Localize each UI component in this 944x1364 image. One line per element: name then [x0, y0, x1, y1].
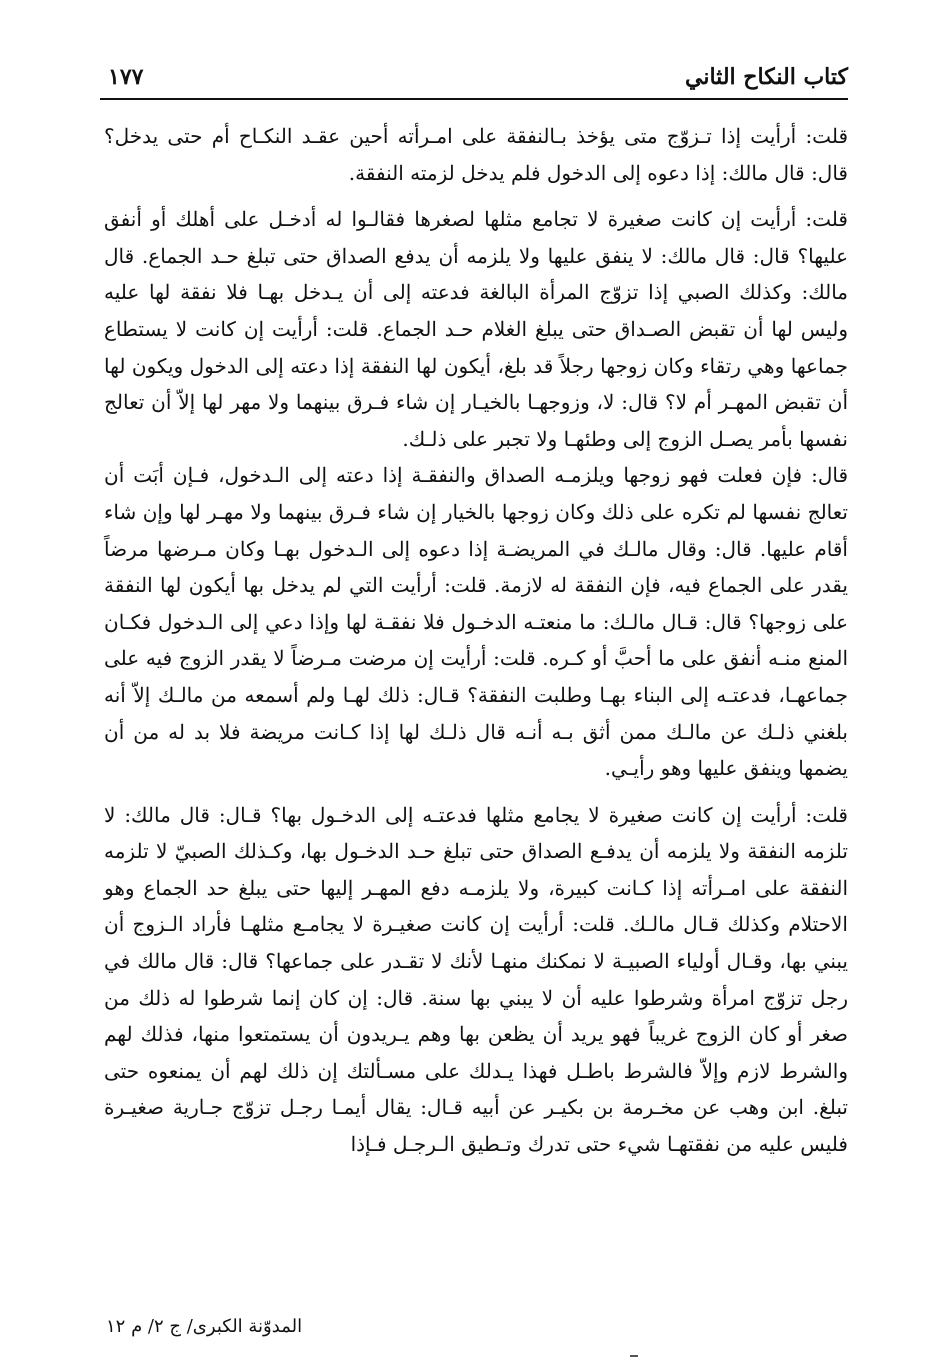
paragraph-2: قلت: أرأيت إن كانت صغيرة لا تجامع مثلها لصغرها فقالـوا له أدخـل على أهلك أو أنفق عليها؟ قال: قال مالك: لا ينفق عليها ولا يلزمه أن يدفع الصداق حتى تبلغ حـد الجماع. قال مالك: وكذلك الصبي إذا تزوّج المرأة البالغة فدعته إلى أن يـدخل بهـا فلا نفقة لها عليه وليس لها أن تقبض الصـداق حتى يبلغ الغلام حـد الجماع. قلت: أرأيت إن كانت لا يستطاع جماعها وهي رتقاء وكان زوجها رجلاً قد بلغ، أيكون لها النفقة إذا دعته إلى الدخول ويكون لها أن تقبض المهـر أم لا؟ قال: لا، وزوجهـا بالخيـار إن شاء فـرق بينهما ولا مهر لها إلاّ أن تعالج نفسها بأمر يصـل الزوج إلى وطئهـا ولا تجبر على ذلـك. — [104, 207, 848, 451]
page-footer: المدوّنة الكبرى/ ج ٢/ م ١٢ — [106, 1316, 303, 1337]
body-text — [104, 118, 848, 1163]
paragraph-4: قلت: أرأيت إن كانت صغيرة لا يجامع مثلها فدعتـه إلى الدخـول بها؟ قـال: قال مالك: لا تلزمه النفقة ولا يلزمه أن يدفـع الصداق حتى تبلغ حـد الدخـول بها، وكـذلك الصبيّ لا تلزمه النفقة على امـرأته إذا كـانت كبيرة، ولا يلزمـه دفع المهـر إليها حتى يبلغ حد الجماع وهو الاحتلام وكذلك قـال مالـك. قلت: أرأيت إن كانت صغيـرة لا يجامـع مثلهـا فأراد الـزوج أن يبني بها، وقـال أولياء الصبيـة لا نمكنك منهـا لأنك لا تقـدر على جماعها؟ قال: قال مالك في رجل تزوّج امرأة وشرطوا عليه أن لا يبني بها سنة. قال: إن كان إنما شرطوا له ذلك من صغر أو كان الزوج غريباً فهو يريد أن يظعن بها وهم يـريدون أن يستمتعوا منها، فذلك لهم والشرط لازم وإلاّ فالشرط باطـل فهذا يـدلك على مسـألتك إن ذلك لهم أن يمنعوه حتى تبلغ. ابن وهب عن مخـرمة بن بكيـر عن أبيه قـال: يقال أيمـا رجـل تزوّج جـارية صغيـرة فليس عليه من نفقتهـا شيء حتى تدرك وتـطيق الـرجـل فـإذا — [104, 802, 848, 1157]
paragraph-1: قلت: أرأيت إذا تـزوّج متى يؤخذ بـالنفقة على امـرأته أحين عقـد النكـاح أم حتى يدخل؟ قال: قال مالك: إذا دعوه إلى الدخول فلم يدخل لزمته النفقة. — [104, 124, 848, 185]
page-number: ١٧٧ — [108, 64, 144, 90]
paragraph-3: قال: فإن فعلت فهو زوجها ويلزمـه الصداق والنفقـة إذا دعته إلى الـدخول، فـإن أبَت أن تعالج نفسها لم تكره على ذلك وكان زوجها بالخيار إن شاء فـرق بينهما ولا مهـر لها وإن شاء أقام عليها. قال: وقال مالـك في المريضـة إذا دعوه إلى الـدخول بهـا وكان مـرضها مرضاً يقدر على الجماع فيه، فإن النفقة له لازمة. قلت: أرأيت التي لم يدخل بها أيكون لها النفقة على زوجها؟ قال: قـال مالـك: ما منعتـه الدخـول فلا نفقـة لها وإذا دعي إلى الـدخول فكـان المنع منـه أنفق على ما أحبَّ أو كـره. قلت: أرأيت إن مرضت مـرضاً لا يقدر الزوج فيه على جماعهـا، فدعتـه إلى البناء بهـا وطلبت النفقة؟ قـال: ذلك لهـا ولم أسمعه من مالـك إلاّ أنه بلغني ذلـك عن مالـك ممن أثق بـه أنـه قال ذلـك لها إذا كـانت مريضة فلا بد له من أن يضمها وينفق عليها وهو رأيـي. — [104, 463, 848, 781]
chapter-title: كتاب النكاح الثاني — [685, 64, 848, 90]
scan-mark — [630, 1355, 638, 1357]
page-header — [100, 62, 848, 100]
